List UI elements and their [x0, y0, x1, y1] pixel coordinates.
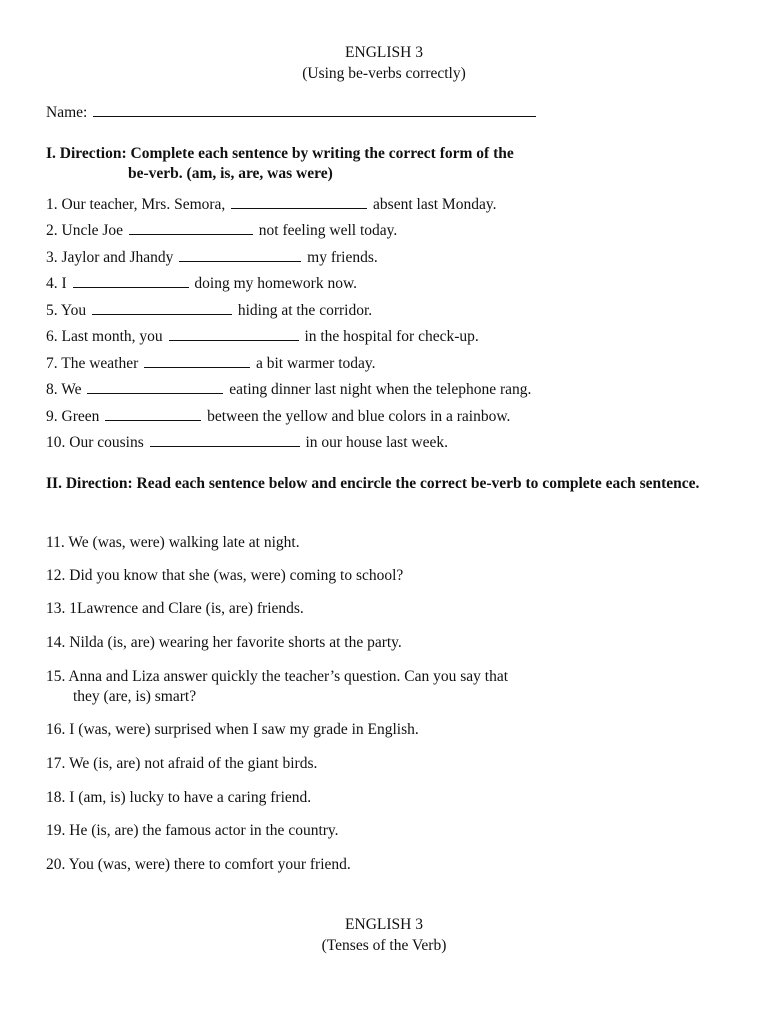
next-worksheet-title: ENGLISH 3 — [345, 916, 423, 933]
fill-item-9: 9. Green between the yellow and blue colors in a rainbow. — [46, 408, 511, 425]
fill-item-6: 6. Last month, you in the hospital for check-up. — [46, 328, 479, 345]
circle-item-15-continued: they (are, is) smart? — [73, 688, 197, 705]
section2-direction: II. Direction: Read each sentence below and encircle the correct be-verb to complete each sentence. — [46, 475, 700, 492]
answer-blank[interactable] — [150, 445, 300, 447]
answer-blank[interactable] — [231, 207, 367, 209]
circle-item-19: 19. He (is, are) the famous actor in the country. — [46, 822, 339, 839]
name-blank[interactable] — [93, 115, 536, 117]
circle-item-18: 18. I (am, is) lucky to have a caring friend. — [46, 789, 312, 806]
answer-blank[interactable] — [92, 313, 232, 315]
fill-item-4: 4. I doing my homework now. — [46, 275, 358, 292]
worksheet-title: ENGLISH 3 — [345, 44, 423, 61]
answer-blank[interactable] — [105, 419, 201, 421]
fill-item-2: 2. Uncle Joe not feeling well today. — [46, 222, 398, 239]
fill-item-5: 5. You hiding at the corridor. — [46, 302, 373, 319]
circle-item-12: 12. Did you know that she (was, were) coming to school? — [46, 567, 404, 584]
circle-item-13: 13. 1Lawrence and Clare (is, are) friends. — [46, 600, 304, 617]
answer-blank[interactable] — [73, 286, 189, 288]
answer-blank[interactable] — [169, 339, 299, 341]
next-worksheet-subtitle: (Tenses of the Verb) — [321, 937, 447, 954]
worksheet-subtitle: (Using be-verbs correctly) — [302, 65, 466, 82]
fill-item-8: 8. We eating dinner last night when the telephone rang. — [46, 381, 532, 398]
answer-blank[interactable] — [87, 392, 223, 394]
circle-item-15: 15. Anna and Liza answer quickly the teacher’s question. Can you say that — [46, 668, 509, 685]
circle-item-16: 16. I (was, were) surprised when I saw my grade in English. — [46, 721, 419, 738]
section1-direction-line1: I. Direction: Complete each sentence by writing the correct form of the — [46, 145, 514, 162]
circle-item-11: 11. We (was, were) walking late at night. — [46, 534, 300, 551]
fill-item-3: 3. Jaylor and Jhandy my friends. — [46, 249, 378, 266]
circle-item-14: 14. Nilda (is, are) wearing her favorite shorts at the party. — [46, 634, 402, 651]
answer-blank[interactable] — [179, 260, 301, 262]
answer-blank[interactable] — [144, 366, 250, 368]
circle-item-20: 20. You (was, were) there to comfort your friend. — [46, 856, 351, 873]
fill-item-7: 7. The weather a bit warmer today. — [46, 355, 376, 372]
name-row — [46, 104, 538, 122]
name-label: Name: — [46, 104, 88, 121]
circle-item-17: 17. We (is, are) not afraid of the giant birds. — [46, 755, 318, 772]
section1-direction-line2: be-verb. (am, is, are, was were) — [128, 165, 333, 182]
fill-item-10: 10. Our cousins in our house last week. — [46, 434, 448, 451]
answer-blank[interactable] — [129, 233, 253, 235]
fill-item-1: 1. Our teacher, Mrs. Semora, absent last Monday. — [46, 196, 497, 213]
